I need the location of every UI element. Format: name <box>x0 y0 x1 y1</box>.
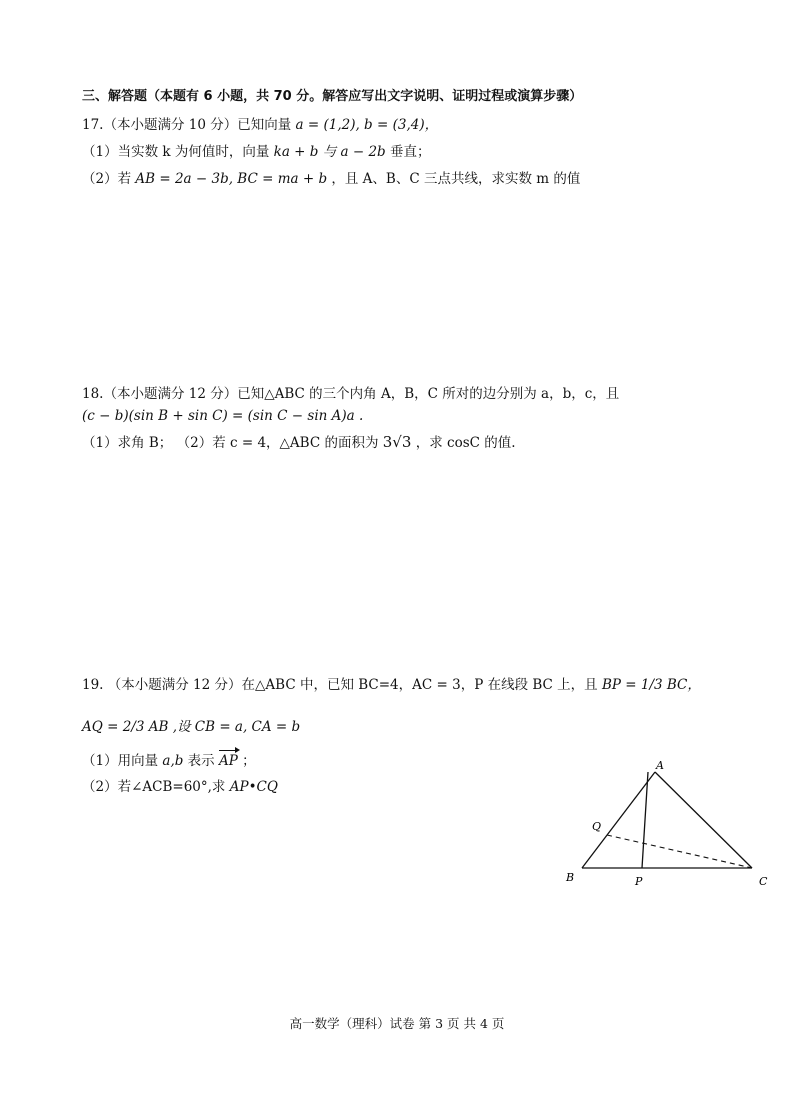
label-c: C <box>759 875 768 888</box>
side-ac <box>655 772 752 868</box>
q18-part2-prefix: （2）若 c = 4，△ABC 的面积为 <box>176 435 379 451</box>
q18-area-value: 3√3 <box>382 433 412 451</box>
q19-ap-vector: AP <box>218 753 238 769</box>
q18-equation: (c − b)(sin B + sin C) = (sin C − sin A)a . <box>82 408 364 424</box>
page-footer: 高一数学（理科）试卷 第 3 页 共 4 页 <box>289 1016 505 1031</box>
triangle-figure <box>560 755 780 895</box>
q17-part2-expr: AB = 2a − 3b, BC = ma + b <box>135 171 328 187</box>
q19-set-expr: ,设 CB = a, CA = b <box>172 719 301 735</box>
q18-parts <box>82 433 516 452</box>
q17-part1: （1）当实数 k 为何值时，向量 ka + b 与 a − 2b 垂直； <box>82 144 431 160</box>
q17-header: 17.（本小题满分 10 分）已知向量 a = (1,2), b = (3,4)， <box>82 117 439 133</box>
q19-aq-expr: AQ = 2/3 AB <box>82 719 169 735</box>
q19-bp-expr: BP = 1/3 BC， <box>601 677 701 693</box>
label-q: Q <box>592 820 602 833</box>
q18-part2-suffix: ，求 cosC 的值. <box>415 435 516 451</box>
label-p: P <box>635 875 643 888</box>
segment-cq <box>607 835 752 868</box>
q17-part1-expr: ka + b 与 a − 2b <box>273 144 386 160</box>
section-title: 三、解答题（本题有 6 小题，共 70 分。解答应写出文字说明、证明过程或演算步骤） <box>82 89 583 104</box>
q18-part1: （1）求角 B； <box>82 435 173 451</box>
label-b: B <box>566 871 575 884</box>
label-a: A <box>656 759 664 772</box>
q19-part2: （2）若∠ACB=60°,求 AP•CQ <box>82 779 278 795</box>
q19-part1: （1）用向量 a,b 表示 AP ； <box>82 753 256 769</box>
q17-given: a = (1,2), b = (3,4)， <box>295 117 439 133</box>
q19-setup <box>82 718 300 736</box>
q17-part2: （2）若 AB = 2a − 3b, BC = ma + b ，且 A、B、C 三点共线，求实数 m 的值 <box>82 171 581 187</box>
q19-header: 19. （本小题满分 12 分）在△ABC 中，已知 BC=4，AC = 3，P 在线段 BC 上，且 BP = 1/3 BC， <box>82 677 701 693</box>
q18-header: 18.（本小题满分 12 分）已知△ABC 的三个内角 A，B，C 所对的边分别为 a，b，c，且 <box>82 386 620 402</box>
segment-ap <box>642 772 648 868</box>
q19-dot-product: AP•CQ <box>229 779 278 795</box>
